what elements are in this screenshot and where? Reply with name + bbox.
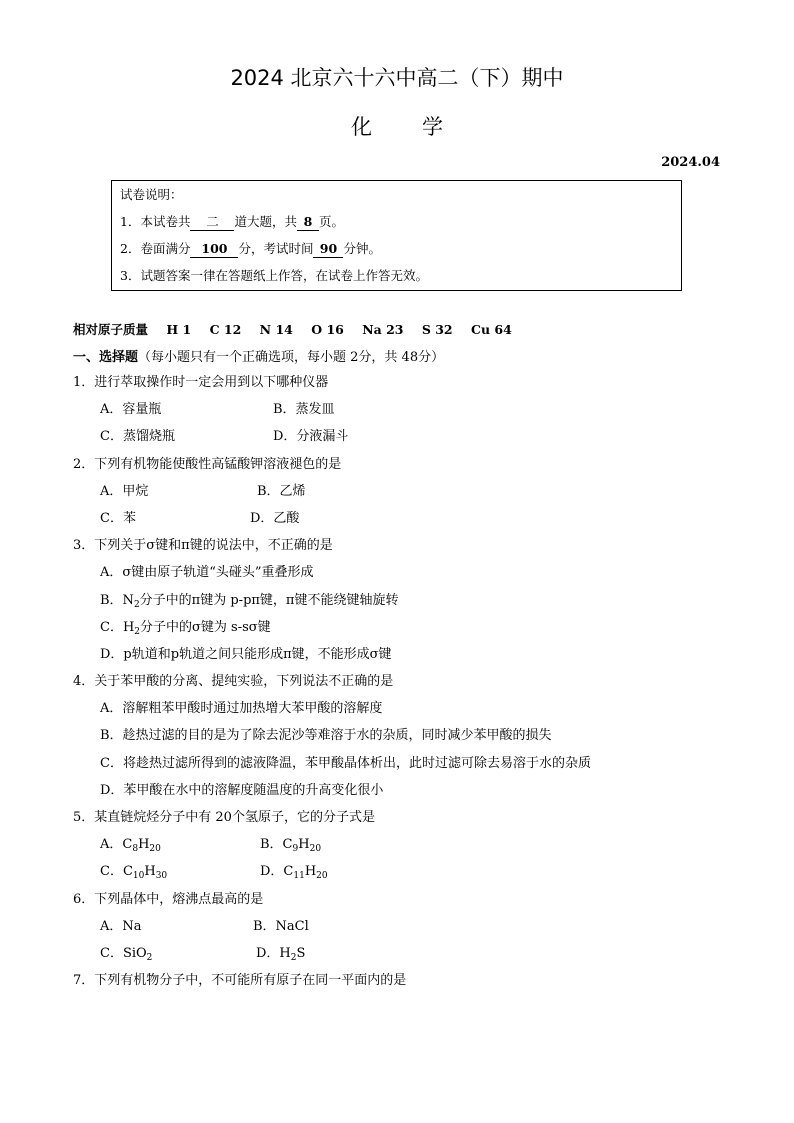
atomic-mass-item: N 14: [259, 322, 293, 337]
option-d: D．$H_2S$: [256, 945, 306, 963]
instructions-heading: 试卷说明：: [120, 187, 183, 202]
option-d: D．分液漏斗: [273, 429, 349, 445]
atomic-mass-item: H 1: [166, 322, 192, 337]
question-stem: 6．下列晶体中，熔沸点最高的是: [73, 891, 264, 907]
option-a: A．$C_8H_{20}$: [100, 837, 161, 855]
full-score: 100: [190, 241, 238, 258]
option-d: D．p轨道和p轨道之间只能形成π键，不能形成σ键: [100, 646, 392, 662]
option-row: [73, 943, 733, 970]
questions: [73, 372, 733, 997]
option-b: B．趁热过滤的目的是为了除去泥沙等难溶于水的杂质，同时减少苯甲酸的损失: [100, 728, 552, 744]
instruction-line-1: 1．本试卷共 二 道大题，共 8 页。: [120, 214, 344, 229]
atomic-mass-item: Cu 64: [471, 322, 512, 337]
instruction-line-2: 2．卷面满分 100 分，考试时间 90 分钟。: [120, 241, 381, 256]
option-a: A．Na: [100, 918, 142, 934]
question-stem: 3．下列关于σ键和π键的说法中，不正确的是: [73, 538, 333, 554]
option-b: B．$C_9H_{20}$: [260, 837, 322, 855]
section-count: 二: [190, 214, 234, 231]
exam-title: 2024 北京六十六中高二（下）期中: [230, 66, 564, 90]
option-c: C．蒸馏烧瓶: [100, 429, 175, 445]
option-a: A．σ键由原子轨道“头碰头”重叠形成: [100, 565, 314, 581]
section-heading: 一、选择题（每小题只有一个正确选项，每小题 2分，共 48分）: [73, 350, 445, 365]
atomic-masses: [73, 320, 526, 338]
page-count: 8: [297, 214, 319, 231]
option-c: C．SiO$_2$: [100, 945, 153, 963]
option-b: B．NaCl: [253, 918, 309, 934]
option-row: [73, 508, 733, 535]
option-row: [73, 399, 733, 426]
question-stem: 2．下列有机物能使酸性高锰酸钾溶液褪色的是: [73, 456, 342, 472]
question-stem: 5．某直链烷烃分子中有 20个氢原子，它的分子式是: [73, 810, 375, 825]
atomic-masses-label: 相对原子质量: [73, 322, 149, 337]
atomic-mass-item: O 16: [311, 322, 344, 337]
option-b: B．乙烯: [257, 483, 306, 499]
option-d: D．苯甲酸在水中的溶解度随温度的升高变化很小: [100, 782, 384, 798]
atomic-mass-item: Na 23: [362, 322, 404, 337]
option-row: [73, 834, 733, 861]
atomic-mass-item: C 12: [209, 322, 242, 337]
option-c: C．$C_{10}H_{30}$: [100, 864, 168, 882]
exam-duration: 90: [313, 241, 343, 258]
option-row: [73, 861, 733, 888]
option-row: [73, 426, 733, 453]
option-c: C．$H_2$分子中的σ键为 s-sσ键: [100, 619, 271, 637]
question-stem: 7．下列有机物分子中，不可能所有原子在同一平面内的是: [73, 973, 407, 989]
option-b: B．$N_2$分子中的π键为 p-pπ键，π键不能绕键轴旋转: [100, 592, 399, 610]
question-stem: 1．进行萃取操作时一定会用到以下哪种仪器: [73, 375, 329, 390]
option-c: C．苯: [100, 510, 136, 526]
option-row: [73, 481, 733, 508]
option-b: B．蒸发皿: [273, 402, 335, 418]
atomic-mass-item: S 32: [421, 322, 453, 337]
option-row: [73, 916, 733, 943]
option-d: D．$C_{11}H_{20}$: [260, 864, 328, 882]
option-a: A．容量瓶: [100, 402, 162, 418]
option-c: C．将趁热过滤所得到的滤液降温，苯甲酸晶体析出，此时过滤可除去易溶于水的杂质: [100, 755, 591, 771]
option-d: D．乙酸: [250, 510, 300, 526]
option-a: A．甲烷: [100, 483, 149, 499]
subject-title: 化学: [351, 115, 493, 139]
question-stem: 4．关于苯甲酸的分离、提纯实验，下列说法不正确的是: [73, 674, 394, 690]
instruction-line-3: 3．试题答案一律在答题纸上作答，在试卷上作答无效。: [120, 268, 428, 283]
exam-date: 2024.04: [661, 155, 720, 170]
exam-instructions-box: [111, 180, 682, 291]
option-a: A．溶解粗苯甲酸时通过加热增大苯甲酸的溶解度: [100, 701, 383, 717]
